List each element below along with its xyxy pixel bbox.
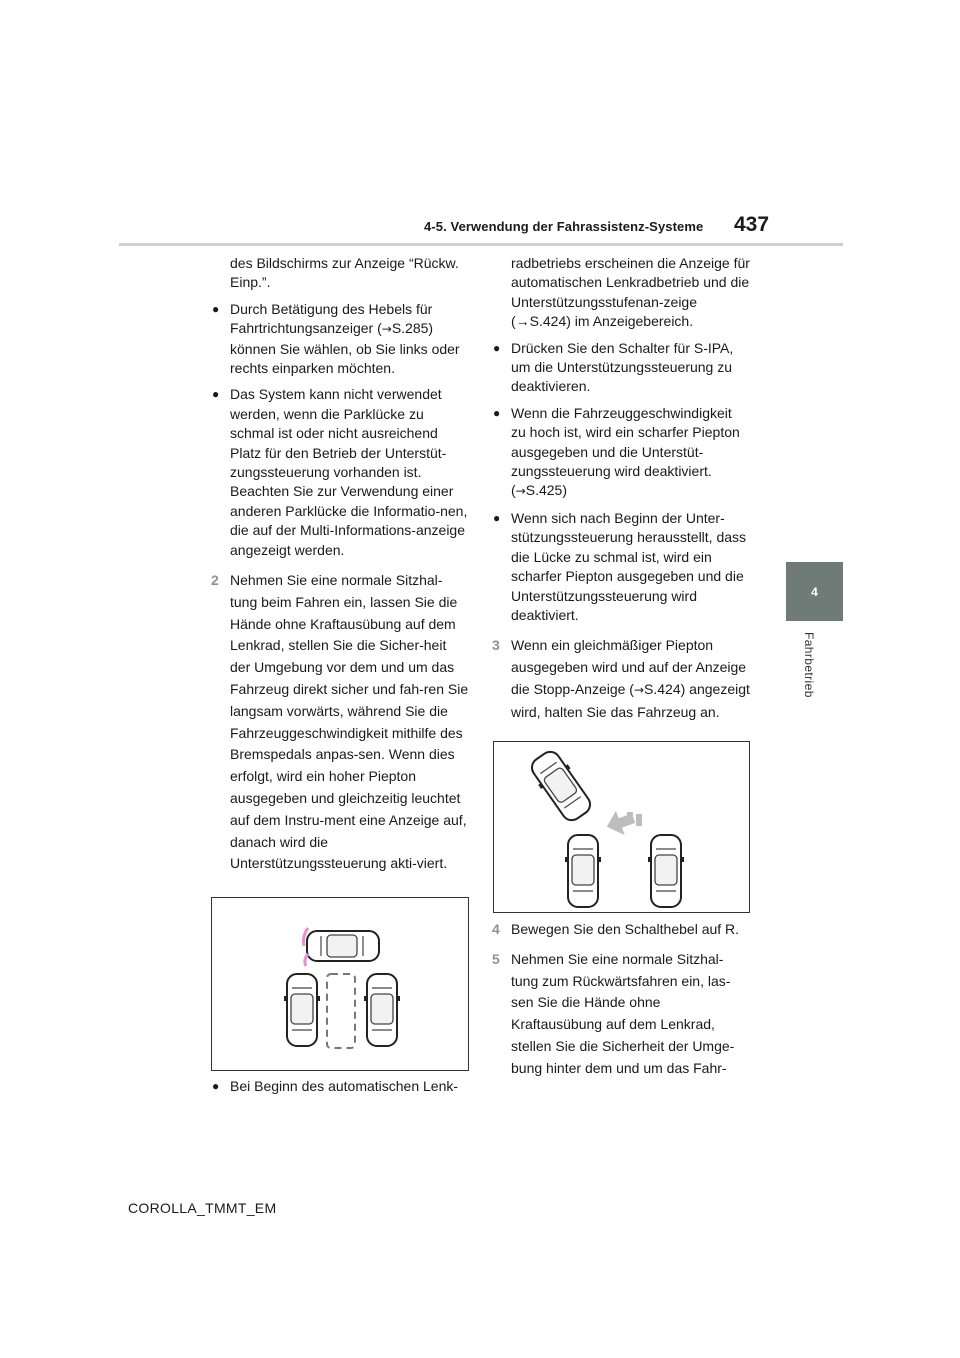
right-column-bottom: [492, 919, 750, 1088]
arrow-icon: →: [381, 322, 392, 337]
step-5: [492, 949, 750, 1080]
figure-forward-start: [211, 897, 469, 1071]
bullet-speed-too-high: ● Wenn die Fahrzeuggeschwindigkeit zu hoch ist, wird ein scharfer Piepton ausgegeben und die Unterstüt-zungssteuerung wird deaktiviert. (→S.425): [492, 404, 750, 502]
parked-car-right-icon: [648, 835, 684, 907]
page-reference-link[interactable]: S.424) angezeigt wird, halten Sie das Fahrzeug an.: [511, 680, 750, 720]
step-text: Nehmen Sie eine normale Sitzhal-tung beim Fahren ein, lassen Sie die Hände ohne Kraftausübung auf dem Lenkrad, stellen Sie die Sicher-heit der Umgebung vor dem und um das Fahrzeug direkt sicher und fah-ren Sie langsam vorwärts, während Sie die Fahrzeuggeschwindigkeit mithilfe des Bremspedals anpas-sen. Wenn dies erfolgt, wird ein hoher Piepton ausgegeben und gleichzeitig leuchtet auf dem Instru-ment eine Anzeige auf, danach wird die Unterstützungssteuerung akti-viert.: [230, 572, 469, 872]
continuation-text: radbetriebs erscheinen die Anzeige für automatischen Lenkradbetrieb und die Unterstützungsstufenan-zeige (→S.424) im Anzeigebereich.: [511, 255, 750, 330]
step-3: 3 Wenn ein gleichmäßiger Piepton ausgegeben wird und auf der Anzeige die Stopp-Anzeige (→S.424) angezeigt wird, halten Sie das Fahrzeug an.: [492, 637, 750, 720]
arrow-icon: →: [633, 682, 645, 697]
right-column: [492, 254, 750, 732]
page-reference-link[interactable]: S.285) können Sie wählen, ob Sie links oder rechts einparken möchten.: [230, 320, 460, 377]
step-number: 4: [492, 921, 500, 937]
chapter-tab[interactable]: [786, 562, 843, 621]
bullet-deactivate-switch: ● Drücken Sie den Schalter für S-IPA, um die Unterstützungssteuerung zu deaktivieren.: [492, 339, 750, 397]
bullet-automatic-steering: ● Bei Beginn des automatischen Lenk-: [211, 1077, 469, 1096]
step-4: [492, 919, 750, 941]
bullet-space-too-narrow: ● Das System kann nicht verwendet werden, wenn die Parklücke zu schmal ist oder nicht ausreichend Platz für den Betrieb der Unterstüt-zungssteuerung vorhanden ist. Beachten Sie zur Verwendung einer anderen Parklücke die Informatio-nen, die auf der Multi-Informations-anzeige angezeigt werden.: [211, 385, 469, 560]
chapter-label: Fahrbetrieb: [802, 632, 816, 698]
own-car-icon: [526, 746, 597, 826]
reverse-direction-arrow-icon: [603, 806, 642, 840]
page-reference-link[interactable]: S.424) im Anzeigebereich.: [529, 313, 694, 330]
left-column-bottom: [211, 1077, 469, 1103]
header-rule: [119, 243, 843, 246]
parked-car-left-icon: [284, 974, 320, 1046]
step-text: Bewegen Sie den Schalthebel auf R.: [511, 921, 740, 937]
parked-car-right-icon: [364, 974, 400, 1046]
step-2: [211, 570, 469, 875]
document-code: COROLLA_TMMT_EM: [128, 1200, 277, 1216]
section-title: 4-5. Verwendung der Fahrassistenz-Systeme: [424, 219, 704, 234]
chapter-number: 4: [811, 584, 818, 599]
own-car-icon: [307, 931, 379, 961]
figure-stop-position: [493, 741, 750, 913]
arrow-icon: →: [515, 313, 530, 330]
page-number: 437: [734, 213, 770, 236]
parking-illustration: [494, 742, 749, 912]
left-column: [211, 254, 469, 883]
arrow-icon: →: [515, 484, 526, 499]
step-number: 3: [492, 637, 500, 654]
parking-space-outline: [327, 974, 355, 1048]
continuation-text: des Bildschirms zur Anzeige “Rückw. Einp.”.: [230, 255, 459, 291]
bullet-turn-signal: ● Durch Betätigung des Hebels für Fahrtrichtungsanzeiger (→S.285) können Sie wählen, ob Sie links oder rechts einparken möchten.: [211, 300, 469, 379]
step-number: 5: [492, 950, 500, 967]
bullet-gap-too-narrow: ● Wenn sich nach Beginn der Unter-stützungssteuerung herausstellt, dass die Lücke zu schmal ist, wird ein scharfer Piepton ausgegeben und die Unterstützungssteuerung wird deaktiviert.: [492, 509, 750, 625]
step-text: Nehmen Sie eine normale Sitzhal-tung zum Rückwärtsfahren ein, las-sen Sie die Hände ohne Kraftausübung auf dem Lenkrad, stellen Sie die Sicherheit der Umge-bung hinter dem und um das Fahr-: [511, 950, 735, 1076]
parking-illustration: [212, 898, 468, 1070]
page-reference-link[interactable]: S.425): [525, 482, 567, 499]
step-number: 2: [211, 572, 219, 589]
parked-car-left-icon: [565, 835, 601, 907]
